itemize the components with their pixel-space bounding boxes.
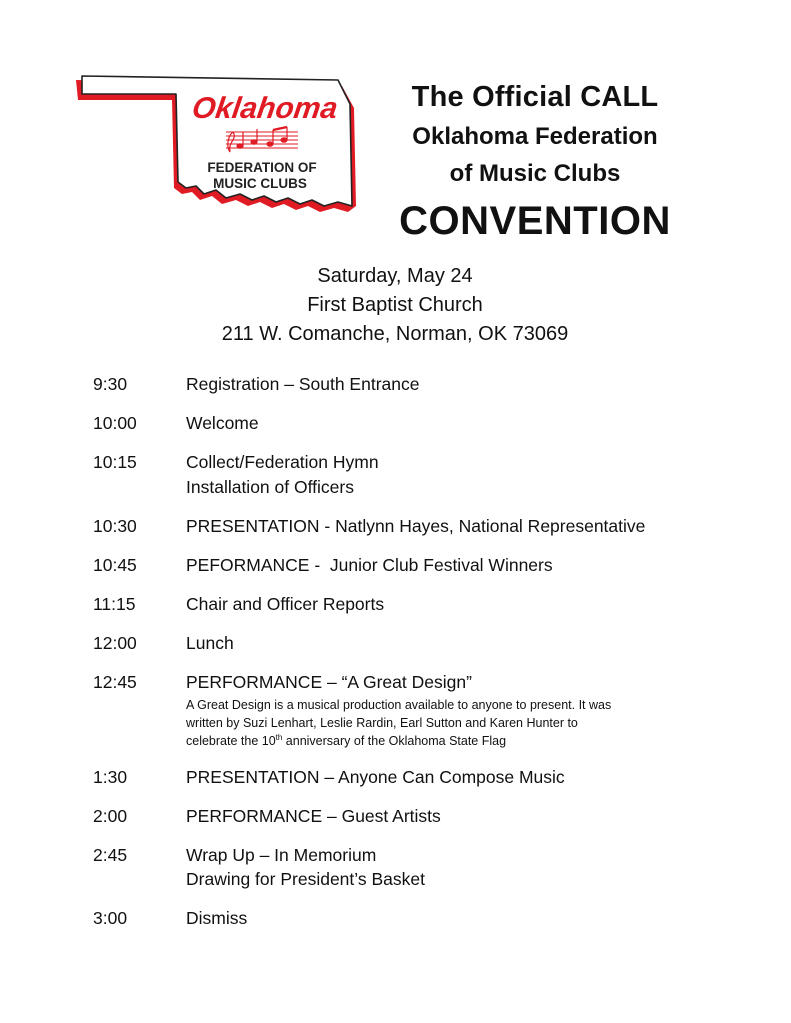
- schedule-item: [93, 906, 733, 931]
- ordinal-suffix: th: [275, 732, 283, 742]
- schedule-item: [93, 670, 733, 751]
- schedule-item: [93, 804, 733, 829]
- oklahoma-script: Oklahoma: [190, 92, 340, 125]
- schedule-time: 12:00: [93, 632, 137, 653]
- official-call-title: The Official CALL: [411, 81, 659, 113]
- oklahoma-state-outline-icon: [72, 72, 362, 228]
- schedule-content: [186, 411, 733, 436]
- schedule-content: [186, 514, 733, 539]
- schedule-content: [186, 592, 733, 617]
- schedule-content: [186, 631, 733, 656]
- schedule-activity: Installation of Officers: [186, 476, 354, 497]
- schedule-activity: PRESENTATION – Anyone Can Compose Music: [186, 766, 565, 787]
- schedule-item: [93, 411, 733, 436]
- schedule-time: 12:45: [93, 671, 137, 692]
- event-date: Saturday, May 24: [317, 265, 473, 287]
- schedule-time: 1:30: [93, 766, 128, 787]
- schedule-content: [186, 804, 733, 829]
- logo-org-line1: FEDERATION OF: [207, 160, 317, 175]
- schedule-item: [93, 514, 733, 539]
- logo-org-line2: MUSIC CLUBS: [213, 176, 307, 191]
- event-info: [150, 262, 640, 349]
- schedule-time: 10:00: [93, 413, 137, 433]
- schedule-time: 11:15: [93, 593, 136, 614]
- federation-line-1: Oklahoma Federation: [412, 123, 658, 150]
- schedule-time: 10:45: [93, 554, 137, 575]
- schedule-activity: Collect/Federation Hymn: [186, 452, 379, 472]
- schedule-activity: PRESENTATION - Natlynn Hayes, National Representative: [186, 515, 646, 536]
- schedule-item: [93, 450, 733, 499]
- schedule-activity: Chair and Officer Reports: [186, 593, 385, 614]
- event-address: 211 W. Comanche, Norman, OK 73069: [221, 323, 569, 345]
- schedule-time: 2:00: [93, 805, 128, 826]
- schedule-content: [186, 843, 733, 892]
- schedule-activity: PEFORMANCE - Junior Club Festival Winners: [186, 554, 553, 575]
- description-text: celebrate the 10: [186, 734, 276, 748]
- schedule-time: 3:00: [93, 908, 128, 928]
- schedule-activity: Welcome: [186, 413, 259, 433]
- schedule-content: [186, 765, 733, 790]
- schedule-content: [186, 553, 733, 578]
- schedule-activity: PERFORMANCE – Guest Artists: [186, 805, 441, 826]
- schedule-activity: Registration – South Entrance: [186, 374, 420, 394]
- description-line: A Great Design is a musical production available to anyone to present. It was: [186, 698, 612, 712]
- schedule-content: [186, 450, 733, 499]
- schedule-time: 2:45: [93, 844, 128, 865]
- event-venue: First Baptist Church: [307, 294, 483, 316]
- description-text: anniversary of the Oklahoma State Flag: [282, 734, 507, 748]
- schedule-item: [93, 553, 733, 578]
- schedule-time: 10:30: [93, 515, 137, 536]
- title-block: [376, 78, 694, 248]
- schedule-activity: PERFORMANCE – “A Great Design”: [186, 671, 472, 692]
- schedule-content: [186, 906, 733, 931]
- schedule-activity: Wrap Up – In Memorium: [186, 844, 377, 865]
- description-line: written by Suzi Lenhart, Leslie Rardin, Earl Sutton and Karen Hunter to: [186, 716, 578, 730]
- schedule-item: [93, 631, 733, 656]
- schedule-activity: Dismiss: [186, 908, 248, 928]
- performance-description: [186, 696, 733, 750]
- schedule-activity: Lunch: [186, 632, 234, 653]
- schedule-time: 9:30: [93, 374, 128, 394]
- description-line: [186, 732, 733, 750]
- federation-line-2: of Music Clubs: [449, 160, 621, 187]
- schedule-time: 10:15: [93, 452, 137, 472]
- oklahoma-federation-logo: [72, 72, 362, 228]
- schedule-item: [93, 372, 733, 397]
- schedule-content: [186, 372, 733, 397]
- schedule-item: [93, 592, 733, 617]
- convention-heading: CONVENTION: [399, 199, 671, 243]
- schedule-content: [186, 670, 733, 751]
- schedule-activity: Drawing for President’s Basket: [186, 869, 425, 889]
- schedule: [93, 372, 733, 945]
- schedule-item: [93, 843, 733, 892]
- schedule-item: [93, 765, 733, 790]
